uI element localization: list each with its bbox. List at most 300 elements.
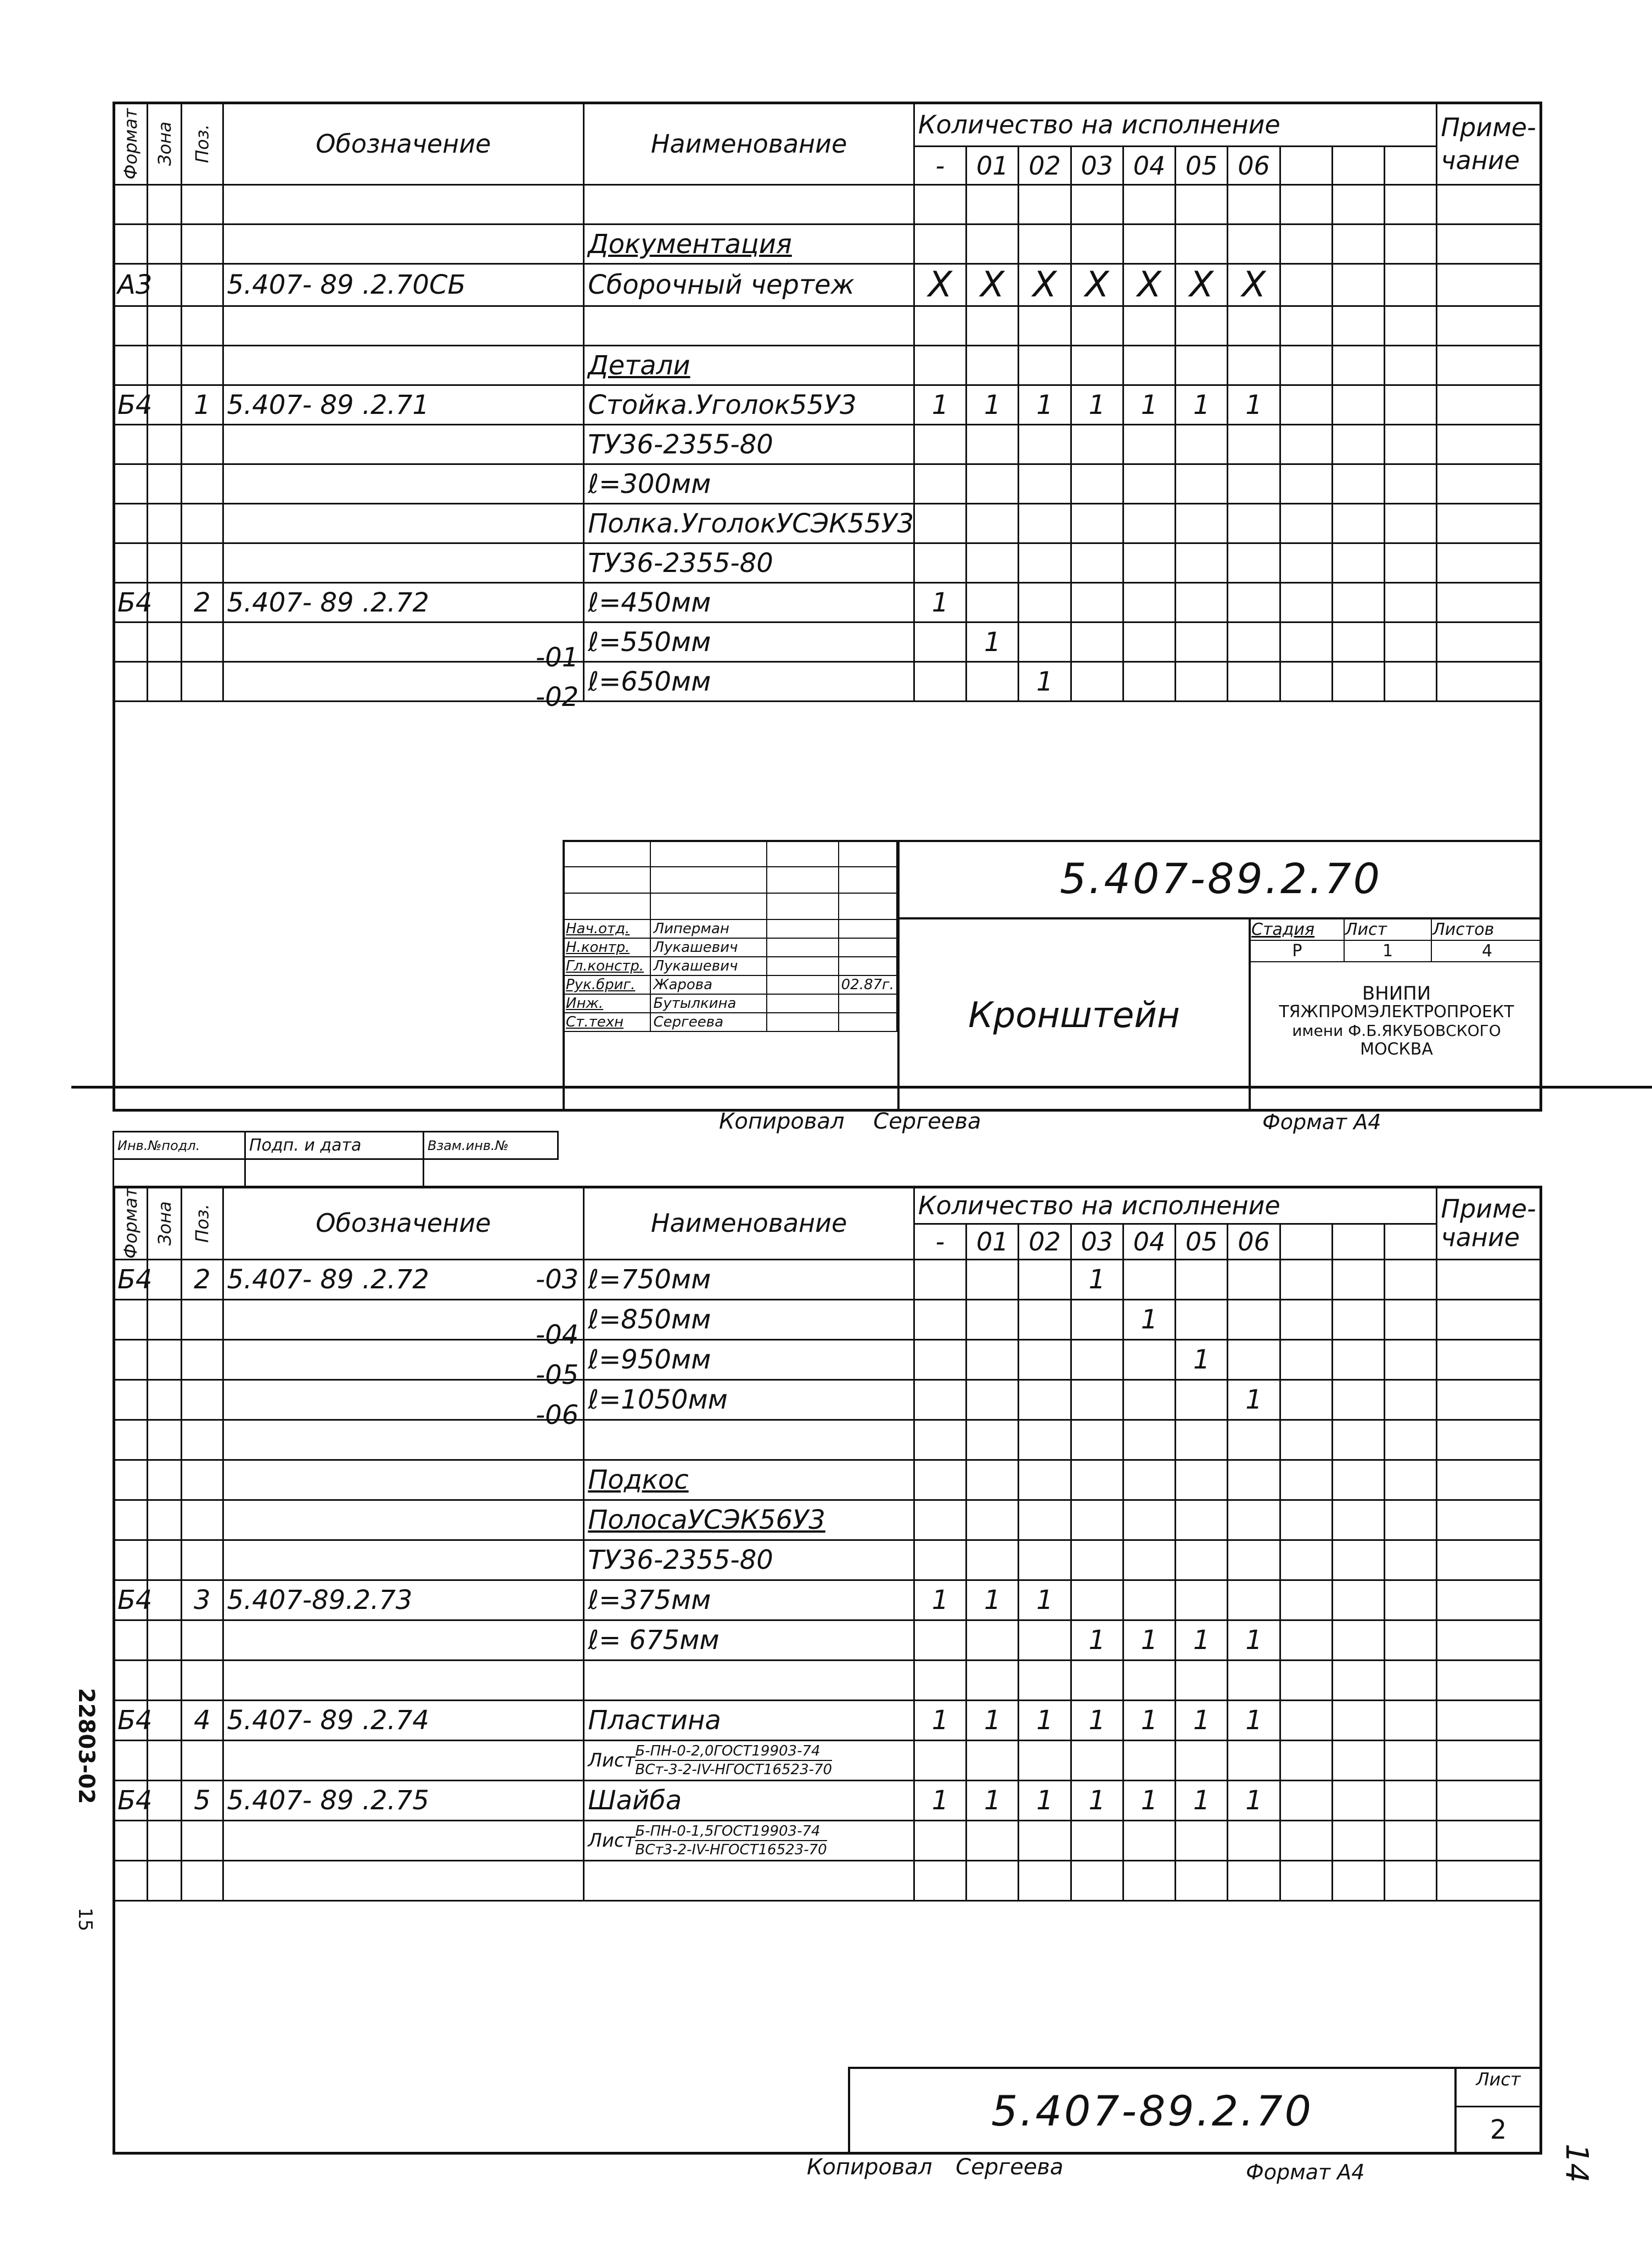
stamp-role: Нач.отд. [563, 919, 650, 938]
qty-cell: 1 [1176, 1700, 1228, 1740]
spec-row [114, 1660, 1542, 1700]
note-cell [1437, 1580, 1542, 1620]
sheet-label: Лист [588, 1749, 636, 1771]
qty-cell [1019, 1379, 1071, 1420]
pos-cell [182, 264, 223, 306]
designation-cell [223, 1299, 584, 1350]
org-line-4: МОСКВА [1360, 1040, 1433, 1059]
note-cell [1437, 1660, 1542, 1700]
page-mark: 14 [1559, 2144, 1594, 2183]
qty-cell [1280, 346, 1332, 385]
title-code-box [897, 840, 1542, 919]
qty-cell [1123, 543, 1175, 583]
qty-cell [1019, 306, 1071, 346]
qty-cell: 1 [1228, 1700, 1280, 1740]
qty-cell [1280, 1420, 1332, 1460]
qty-cell [1071, 1860, 1123, 1900]
qty-cell [1071, 225, 1123, 264]
qty-cell: X [967, 264, 1019, 306]
qty-cell [1332, 264, 1384, 306]
stamp-cell [767, 893, 839, 919]
pos-cell [182, 306, 223, 346]
pos-cell [182, 543, 223, 583]
zone-cell [148, 1420, 182, 1460]
variant-header [1332, 147, 1384, 185]
pos-cell: 2 [182, 1259, 223, 1299]
qty-cell [1280, 1460, 1332, 1500]
name-cell: Стойка.Уголок55У3 [584, 385, 914, 425]
qty-cell [1228, 1420, 1280, 1460]
designation-cell [223, 662, 584, 713]
qty-cell [1385, 1540, 1437, 1580]
stamp-role: Рук.бриг. [563, 975, 650, 994]
qty-cell [1332, 185, 1384, 225]
qty-cell [1019, 1339, 1071, 1379]
qty-cell [1332, 1540, 1384, 1580]
qty-cell [1385, 1500, 1437, 1540]
qty-cell [967, 1740, 1019, 1780]
qty-cell [1123, 583, 1175, 622]
qty-cell [1019, 1660, 1071, 1700]
qty-cell [1019, 1860, 1071, 1900]
qty-cell [1019, 1460, 1071, 1500]
qty-cell [1280, 1299, 1332, 1339]
qty-cell [1228, 464, 1280, 504]
qty-cell [914, 1540, 966, 1580]
format-cell [114, 1620, 148, 1660]
qty-cell [1176, 662, 1228, 702]
qty-cell [914, 622, 966, 662]
qty-cell: 1 [914, 1780, 966, 1820]
designation-cell [223, 464, 584, 504]
note-cell [1437, 1379, 1542, 1420]
sheet-label: Лист [1344, 919, 1431, 940]
qty-cell [1176, 1860, 1228, 1900]
spec-row [114, 1820, 1542, 1860]
qty-cell [1176, 225, 1228, 264]
designation-cell [223, 1339, 584, 1390]
title-name: Кронштейн [968, 995, 1180, 1036]
stamp-person: Лукашевич [650, 938, 766, 957]
qty-cell [1280, 185, 1332, 225]
stamp-person: Сергеева [650, 1013, 766, 1031]
qty-cell [1228, 1460, 1280, 1500]
material-line-2: ВСт-3-2-IV-НГОСТ16523-70 [635, 1761, 833, 1778]
qty-cell [967, 583, 1019, 622]
pos-cell [182, 504, 223, 543]
zone-cell [148, 385, 182, 425]
qty-cell [1123, 306, 1175, 346]
qty-cell [1176, 425, 1228, 464]
spec-row [114, 622, 1542, 662]
variant-header [1385, 1224, 1437, 1260]
designation-cell [223, 1379, 584, 1431]
name-cell: ℓ=375мм [584, 1580, 914, 1620]
col-note-l1: Приме- [1441, 1193, 1536, 1224]
name-cell: ПолосаУСЭК56У3 [584, 1500, 914, 1540]
qty-cell [1280, 225, 1332, 264]
qty-cell [1176, 1500, 1228, 1540]
qty-cell [967, 662, 1019, 702]
stamp-date [839, 919, 897, 938]
qty-cell [1071, 1820, 1123, 1860]
qty-cell [1019, 583, 1071, 622]
variant-header: 06 [1228, 1224, 1280, 1260]
designation-text: 5.407- 89 .2.72 [227, 587, 429, 618]
note-cell [1437, 1780, 1542, 1820]
col-qty-header: Количество на исполнение [914, 103, 1437, 147]
qty-cell [1280, 583, 1332, 622]
suffix-text: -01 [535, 642, 579, 673]
format-cell [114, 1460, 148, 1500]
zone-cell [148, 1660, 182, 1700]
spec-row [114, 662, 1542, 702]
spec-row [114, 1259, 1542, 1299]
stamp-cell [767, 867, 839, 893]
stamp-role: Н.контр. [563, 938, 650, 957]
sheets-value: 4 [1431, 940, 1542, 962]
qty-cell [1123, 1460, 1175, 1500]
qty-cell [1385, 1460, 1437, 1500]
pos-cell [182, 1420, 223, 1460]
suffix-text: -04 [535, 1319, 579, 1350]
qty-cell: 1 [967, 1700, 1019, 1740]
format-cell: Б4 [114, 1580, 148, 1620]
qty-cell [1385, 583, 1437, 622]
qty-cell [967, 1339, 1019, 1379]
spec-row [114, 464, 1542, 504]
qty-cell [1332, 1500, 1384, 1540]
designation-cell [223, 622, 584, 673]
qty-cell [1019, 1540, 1071, 1580]
spec-row [114, 504, 1542, 543]
variant-header: 04 [1123, 1224, 1175, 1260]
qty-cell: 1 [1176, 1339, 1228, 1379]
qty-cell [1228, 1740, 1280, 1780]
note-cell [1437, 1860, 1542, 1900]
qty-cell [967, 185, 1019, 225]
stage-box [1249, 919, 1542, 1112]
zone-cell [148, 1460, 182, 1500]
qty-cell [967, 425, 1019, 464]
suffix-text: -06 [535, 1399, 579, 1431]
qty-cell [1123, 504, 1175, 543]
qty-cell [914, 1339, 966, 1379]
stamp-empty-row [563, 840, 897, 867]
qty-cell [1123, 1339, 1175, 1379]
col-name: Наименование [584, 103, 914, 185]
qty-cell [1123, 225, 1175, 264]
zone-cell [148, 306, 182, 346]
designation-cell [223, 583, 584, 622]
stamp-empty-row [563, 867, 897, 893]
variant-header [1332, 1224, 1384, 1260]
stamp-role: Гл.констр. [563, 957, 650, 975]
note-cell [1437, 306, 1542, 346]
qty-cell [1019, 346, 1071, 385]
pos-cell: 5 [182, 1780, 223, 1820]
qty-cell [1071, 662, 1123, 702]
qty-cell [967, 543, 1019, 583]
qty-cell [914, 306, 966, 346]
stamp-signature [767, 919, 839, 938]
note-cell [1437, 1740, 1542, 1780]
inv-cell [245, 1159, 424, 1187]
name-cell: Подкос [584, 1460, 914, 1500]
qty-cell [1280, 1259, 1332, 1299]
stamp-cell [563, 840, 650, 867]
qty-cell [1071, 306, 1123, 346]
name-cell: ТУ36-2355-80 [584, 425, 914, 464]
format-cell [114, 543, 148, 583]
qty-cell [1385, 346, 1437, 385]
designation-cell [223, 1460, 584, 1500]
stamp-signature [767, 1013, 839, 1031]
qty-cell [1385, 225, 1437, 264]
qty-cell [1280, 1820, 1332, 1860]
qty-cell [1228, 1820, 1280, 1860]
name-cell [584, 1420, 914, 1460]
qty-cell [1123, 1740, 1175, 1780]
inv-header-2: Подп. и дата [245, 1132, 424, 1159]
pos-cell [182, 464, 223, 504]
col-note [1437, 103, 1542, 185]
qty-cell [1019, 185, 1071, 225]
format-cell: Б4 [114, 1780, 148, 1820]
qty-cell [1280, 1740, 1332, 1780]
format-sheet-1: Формат А4 [1262, 1110, 1381, 1134]
qty-cell [1228, 1580, 1280, 1620]
col-qty-header: Количество на исполнение [914, 1187, 1437, 1224]
qty-cell [1332, 622, 1384, 662]
qty-cell: 1 [1123, 385, 1175, 425]
col-format: Формат [114, 1187, 148, 1260]
format-cell [114, 622, 148, 662]
qty-cell [1176, 1540, 1228, 1580]
org-line-3: имени Ф.Б.ЯКУБОВСКОГО [1292, 1022, 1501, 1040]
qty-cell: 1 [1123, 1299, 1175, 1339]
zone-cell [148, 1780, 182, 1820]
qty-cell [1176, 504, 1228, 543]
note-cell [1437, 1500, 1542, 1540]
note-cell [1437, 1820, 1542, 1860]
qty-cell [1071, 1500, 1123, 1540]
qty-cell [1332, 1379, 1384, 1420]
qty-cell: 1 [967, 1580, 1019, 1620]
qty-cell [914, 464, 966, 504]
qty-cell [1280, 425, 1332, 464]
qty-cell [1071, 1379, 1123, 1420]
qty-cell: X [1123, 264, 1175, 306]
format-cell [114, 1339, 148, 1379]
name-cell: Детали [584, 346, 914, 385]
variant-header [1280, 1224, 1332, 1260]
note-cell [1437, 385, 1542, 425]
qty-cell [1228, 346, 1280, 385]
qty-cell [1332, 385, 1384, 425]
qty-cell [1019, 1740, 1071, 1780]
zone-cell [148, 543, 182, 583]
col-pos: Поз. [182, 1187, 223, 1260]
qty-cell [914, 1660, 966, 1700]
qty-cell: X [914, 264, 966, 306]
qty-cell [1019, 1259, 1071, 1299]
name-cell: ℓ=450мм [584, 583, 914, 622]
qty-cell [1385, 622, 1437, 662]
qty-cell [1280, 1860, 1332, 1900]
qty-cell [914, 1820, 966, 1860]
format-cell [114, 1540, 148, 1580]
qty-cell [1332, 1339, 1384, 1379]
qty-cell [1332, 464, 1384, 504]
qty-cell [967, 1860, 1019, 1900]
qty-cell [1332, 1460, 1384, 1500]
zone-cell [148, 425, 182, 464]
zone-cell [148, 1700, 182, 1740]
qty-cell [1123, 185, 1175, 225]
stamp-row [563, 994, 897, 1013]
spec-row [114, 1580, 1542, 1620]
copied-by: Сергеева [873, 1109, 981, 1134]
pos-cell [182, 1740, 223, 1780]
suffix-text: -02 [535, 681, 579, 713]
designation-cell [223, 1780, 584, 1820]
spec-row [114, 225, 1542, 264]
qty-cell [1280, 306, 1332, 346]
stamp-date [839, 1013, 897, 1031]
note-cell [1437, 543, 1542, 583]
qty-cell [1385, 306, 1437, 346]
stamp-cell [563, 893, 650, 919]
spec-row [114, 425, 1542, 464]
variant-header: 06 [1228, 147, 1280, 185]
note-cell [1437, 1299, 1542, 1339]
qty-cell [1332, 1620, 1384, 1660]
qty-cell [1280, 1620, 1332, 1660]
format-cell [114, 1820, 148, 1860]
qty-cell [914, 543, 966, 583]
inv-header-3: Взам.инв.№ [424, 1132, 558, 1159]
qty-cell [1071, 622, 1123, 662]
zone-cell [148, 1339, 182, 1379]
stamp-cell [650, 867, 766, 893]
qty-cell [1071, 543, 1123, 583]
qty-cell [1385, 1700, 1437, 1740]
side-page: 15 [74, 1908, 96, 1932]
qty-cell [1280, 264, 1332, 306]
stamp-person: Жарова [650, 975, 766, 994]
qty-cell [1123, 1259, 1175, 1299]
spec-row [114, 1339, 1542, 1379]
stamp-date [839, 938, 897, 957]
spec-row [114, 1500, 1542, 1540]
pos-cell [182, 1540, 223, 1580]
qty-cell: X [1019, 264, 1071, 306]
designation-cell [223, 1259, 584, 1299]
variant-header: - [914, 1224, 966, 1260]
qty-cell: 1 [1228, 1379, 1280, 1420]
qty-cell [914, 346, 966, 385]
qty-cell [1071, 1420, 1123, 1460]
qty-cell [1228, 185, 1280, 225]
qty-cell: 1 [967, 1780, 1019, 1820]
qty-cell: 1 [1228, 1780, 1280, 1820]
name-cell: ТУ36-2355-80 [584, 1540, 914, 1580]
format-cell [114, 1500, 148, 1540]
title-block-sheet-1 [563, 840, 1542, 1112]
qty-cell [967, 1259, 1019, 1299]
material-line-1: Б-ПН-0-1,5ГОСТ19903-74 [635, 1822, 827, 1841]
designation-cell [223, 385, 584, 425]
pos-cell [182, 622, 223, 662]
stamp-table [563, 840, 897, 1032]
qty-cell [1019, 225, 1071, 264]
material-line-1: Б-ПН-0-2,0ГОСТ19903-74 [635, 1742, 832, 1761]
qty-cell [1385, 1580, 1437, 1620]
qty-cell [1228, 662, 1280, 702]
qty-cell [914, 1460, 966, 1500]
qty-cell [967, 504, 1019, 543]
qty-cell [1228, 1500, 1280, 1540]
designation-cell [223, 1540, 584, 1580]
name-cell: Шайба [584, 1780, 914, 1820]
qty-cell [1123, 622, 1175, 662]
name-cell: ℓ=300мм [584, 464, 914, 504]
designation-cell [223, 1660, 584, 1700]
note-cell [1437, 425, 1542, 464]
qty-cell [1071, 425, 1123, 464]
variant-header: 03 [1071, 1224, 1123, 1260]
qty-cell: 1 [1228, 1620, 1280, 1660]
note-cell [1437, 464, 1542, 504]
variant-header: 01 [967, 1224, 1019, 1260]
designation-cell [223, 225, 584, 264]
qty-cell [1280, 1580, 1332, 1620]
inv-table [113, 1131, 559, 1187]
qty-cell [1071, 346, 1123, 385]
designation-cell [223, 306, 584, 346]
qty-cell: X [1228, 264, 1280, 306]
title-block-sheet-2 [848, 2067, 1542, 2155]
qty-cell [914, 504, 966, 543]
page-divider [71, 1086, 1652, 1089]
title-code-2: 5.407-89.2.70 [991, 2086, 1314, 2135]
name-cell [584, 1660, 914, 1700]
stamp-signature [767, 938, 839, 957]
format-sheet-2: Формат А4 [1246, 2160, 1365, 2184]
stamp-row [563, 1013, 897, 1031]
stamp-row [563, 957, 897, 975]
col-designation: Обозначение [223, 1187, 584, 1260]
qty-cell [1332, 346, 1384, 385]
designation-text: 5.407- 89 .2.75 [227, 1785, 429, 1816]
pos-cell [182, 1500, 223, 1540]
qty-cell: 1 [1019, 1780, 1071, 1820]
col-note-l2: чание [1441, 145, 1520, 175]
designation-cell [223, 1820, 584, 1860]
col-designation: Обозначение [223, 103, 584, 185]
qty-cell [1280, 1700, 1332, 1740]
qty-cell: 1 [1228, 385, 1280, 425]
note-cell [1437, 1339, 1542, 1379]
qty-cell [1019, 1299, 1071, 1339]
copied-label: Копировал [719, 1109, 845, 1134]
note-cell [1437, 662, 1542, 702]
name-cell [584, 1740, 914, 1780]
qty-cell: 1 [1071, 1700, 1123, 1740]
qty-cell [1385, 1780, 1437, 1820]
qty-cell [1385, 1379, 1437, 1420]
